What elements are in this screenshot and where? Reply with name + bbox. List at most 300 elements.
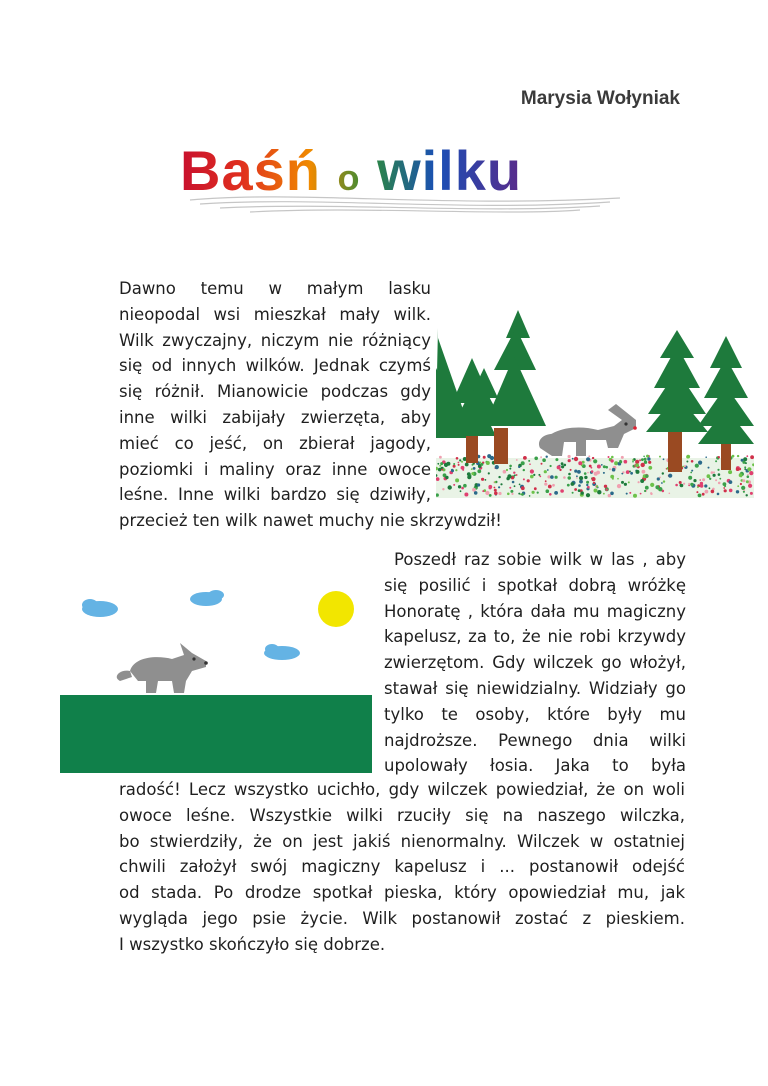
undergrowth-dot	[533, 474, 535, 476]
undergrowth-dot	[458, 464, 460, 466]
undergrowth-dot	[474, 491, 478, 495]
undergrowth-dot	[530, 475, 534, 479]
undergrowth-dot	[453, 465, 456, 468]
undergrowth-dot	[596, 485, 598, 487]
undergrowth-dot	[519, 484, 521, 486]
undergrowth-dot	[746, 494, 748, 496]
undergrowth-dot	[713, 474, 716, 477]
undergrowth-dot	[624, 483, 627, 486]
undergrowth-dot	[715, 460, 717, 462]
undergrowth-dot	[465, 463, 469, 467]
undergrowth-dot	[684, 465, 686, 467]
undergrowth-dot	[609, 468, 611, 470]
text-line: bo stwierdziły, że on jest jakiś nienormalny. Wilczek w ostatniej	[119, 831, 685, 851]
undergrowth-dot	[657, 477, 660, 480]
undergrowth-dot	[729, 480, 733, 484]
undergrowth-dot	[568, 455, 571, 458]
text-line: Honoratę , która dała mu magiczny	[384, 601, 686, 621]
undergrowth-dot	[641, 458, 644, 461]
undergrowth-dot	[548, 485, 552, 489]
undergrowth-dot	[603, 472, 605, 474]
undergrowth-dot	[640, 493, 642, 495]
undergrowth-dot	[568, 460, 570, 462]
undergrowth-dot	[516, 459, 518, 461]
undergrowth-dot	[700, 482, 703, 485]
text-line: od stada. Po drodze spotkał pieska, który opowiedział mu, jak	[119, 883, 685, 903]
undergrowth-dot	[561, 462, 564, 465]
undergrowth-dot	[736, 490, 739, 493]
undergrowth-dot	[624, 460, 626, 462]
undergrowth-dot	[512, 481, 515, 484]
undergrowth-dot	[593, 459, 597, 463]
undergrowth-dot	[527, 479, 530, 482]
undergrowth-dot	[455, 478, 459, 482]
undergrowth-dot	[448, 485, 452, 489]
undergrowth-dot	[523, 456, 527, 460]
undergrowth-dot	[584, 476, 587, 479]
undergrowth-dot	[521, 486, 525, 490]
undergrowth-dot	[750, 492, 753, 495]
undergrowth-dot	[458, 485, 461, 488]
undergrowth-dot	[594, 489, 598, 493]
undergrowth-dot	[626, 470, 630, 474]
undergrowth-dot	[743, 457, 747, 461]
undergrowth-dot	[481, 478, 484, 481]
undergrowth-dot	[460, 490, 462, 492]
undergrowth-dot	[610, 475, 614, 479]
undergrowth-dot	[500, 483, 502, 485]
undergrowth-dot	[597, 490, 601, 494]
undergrowth-dot	[509, 487, 511, 489]
undergrowth-dot	[691, 470, 693, 472]
undergrowth-dot	[663, 480, 665, 482]
undergrowth-dot	[549, 493, 552, 496]
undergrowth-dot	[597, 465, 601, 469]
undergrowth-dot	[506, 469, 508, 471]
text-line: zwierzętom. Gdy wilczek go włożył,	[384, 653, 686, 673]
undergrowth-dot	[707, 474, 711, 478]
undergrowth-dot	[453, 463, 455, 465]
undergrowth-dot	[578, 484, 581, 487]
undergrowth-dot	[736, 467, 740, 471]
undergrowth-dot	[521, 461, 525, 465]
undergrowth-dot	[750, 455, 754, 459]
undergrowth-dot	[679, 481, 682, 484]
undergrowth-dot	[488, 485, 492, 489]
undergrowth-dot	[584, 472, 587, 475]
undergrowth-dot	[514, 485, 516, 487]
undergrowth-dot	[467, 475, 471, 479]
undergrowth-dot	[718, 482, 721, 485]
undergrowth-dot	[717, 493, 720, 496]
undergrowth-dot	[708, 467, 710, 469]
undergrowth-dot	[630, 472, 633, 475]
undergrowth-dot	[592, 457, 594, 459]
undergrowth-dot	[571, 482, 575, 486]
cloud-2	[190, 590, 224, 606]
undergrowth-dot	[747, 467, 751, 471]
undergrowth-dot	[550, 465, 552, 467]
undergrowth-dot	[438, 468, 442, 472]
undergrowth-dot	[746, 480, 749, 483]
undergrowth-dot	[516, 474, 518, 476]
undergrowth-dot	[546, 489, 550, 493]
undergrowth-dot	[621, 481, 624, 484]
undergrowth-dot	[521, 493, 524, 496]
undergrowth-dot	[683, 483, 685, 485]
undergrowth-dot	[603, 493, 605, 495]
undergrowth-dot	[747, 475, 750, 478]
undergrowth-dot	[610, 492, 614, 496]
undergrowth-dot	[480, 463, 483, 466]
undergrowth-dot	[646, 455, 649, 458]
undergrowth-dot	[472, 488, 476, 492]
undergrowth-dot	[547, 469, 549, 471]
undergrowth-dot	[650, 493, 652, 495]
text-line: najdroższe. Pewnego dnia wilki	[384, 730, 686, 750]
undergrowth-dot	[591, 467, 593, 469]
undergrowth-dot	[699, 479, 701, 481]
title-word-2: o	[337, 157, 361, 198]
text-line: owoce leśne. Wszystkie wilki rzuciły się na naszego wilczka,	[119, 805, 685, 825]
text-line: Poszedł raz sobie wilk w las , aby	[394, 550, 686, 569]
undergrowth-dot	[659, 456, 661, 458]
undergrowth-dot	[663, 458, 665, 460]
undergrowth-dot	[643, 456, 645, 458]
undergrowth-dot	[606, 489, 608, 491]
undergrowth-dot	[629, 492, 631, 494]
undergrowth-dot	[514, 474, 516, 476]
cloud-3	[264, 644, 300, 660]
undergrowth-dot	[593, 482, 595, 484]
undergrowth-dot	[698, 461, 702, 465]
undergrowth-dot	[709, 487, 711, 489]
title-text	[180, 138, 522, 203]
text-line: stawał się niewidzialny. Widziały go	[384, 678, 686, 698]
undergrowth-dot	[737, 485, 739, 487]
undergrowth-dot	[691, 460, 694, 463]
undergrowth-dot	[680, 484, 682, 486]
undergrowth-dot	[511, 493, 513, 495]
undergrowth-dot	[746, 455, 748, 457]
undergrowth-dot	[498, 476, 500, 478]
undergrowth-dot	[471, 468, 473, 470]
undergrowth-dot	[713, 471, 715, 473]
undergrowth-dot	[439, 465, 441, 467]
undergrowth-dot	[464, 493, 468, 497]
undergrowth-dot	[740, 483, 742, 485]
undergrowth-dot	[688, 485, 690, 487]
undergrowth-dot	[603, 465, 606, 468]
undergrowth-dot	[686, 455, 690, 459]
undergrowth-dot	[523, 469, 525, 471]
undergrowth-dot	[586, 457, 590, 461]
undergrowth-dot	[578, 489, 581, 492]
undergrowth-dot	[591, 477, 595, 481]
undergrowth-dot	[442, 488, 444, 490]
undergrowth-dot	[642, 470, 646, 474]
undergrowth-dot	[632, 461, 634, 463]
undergrowth-dot	[744, 468, 746, 470]
undergrowth-dot	[688, 476, 692, 480]
undergrowth-dot	[690, 472, 692, 474]
undergrowth-dot	[471, 472, 474, 475]
title-word-1: Baśń	[180, 139, 321, 202]
undergrowth-dot	[451, 469, 454, 472]
undergrowth-dot	[561, 465, 564, 468]
undergrowth-dot	[723, 487, 725, 489]
undergrowth-dot	[617, 478, 619, 480]
undergrowth-dot	[693, 479, 696, 482]
text-line: chwili założył swój magiczny kapelusz i ... postanowił odejść	[119, 857, 685, 877]
undergrowth-dot	[737, 455, 739, 457]
undergrowth-dot	[719, 478, 721, 480]
undergrowth-dot	[555, 476, 558, 479]
wolf-meadow	[117, 643, 208, 693]
undergrowth-dot	[718, 473, 721, 476]
undergrowth-dot	[487, 454, 491, 458]
text-line: mieć co jeść, on zbierał jagody,	[119, 433, 431, 453]
author-name: Marysia Wołyniak	[520, 88, 680, 109]
undergrowth-dot	[744, 466, 746, 468]
undergrowth-dot	[441, 469, 443, 471]
text-line: poziomki i maliny oraz inne owoce	[119, 459, 431, 479]
undergrowth-dot	[439, 456, 442, 459]
text-line: inne wilki zabijały zwierzęta, aby	[119, 407, 431, 427]
undergrowth-dot	[567, 484, 570, 487]
undergrowth-dot	[459, 459, 461, 461]
undergrowth-dot	[587, 472, 589, 474]
undergrowth-dot	[461, 461, 463, 463]
undergrowth-dot	[739, 473, 743, 477]
undergrowth-dot	[635, 460, 639, 464]
undergrowth-dot	[554, 491, 558, 495]
undergrowth-dot	[523, 478, 525, 480]
meadow-grass	[60, 695, 372, 773]
undergrowth-dot	[588, 455, 590, 457]
undergrowth-dot	[557, 465, 561, 469]
undergrowth-dot	[747, 474, 749, 476]
undergrowth-dot	[473, 467, 476, 470]
undergrowth-dot	[644, 458, 647, 461]
text-line: leśne. Inne wilki bardzo się dziwiły,	[119, 485, 431, 505]
text-line: Dawno temu w małym lasku	[119, 279, 431, 298]
undergrowth-dot	[638, 481, 640, 483]
undergrowth-dot	[668, 474, 672, 478]
undergrowth-dot	[456, 457, 459, 460]
undergrowth-dot	[717, 469, 719, 471]
undergrowth-dot	[461, 466, 465, 470]
undergrowth-dot	[550, 475, 554, 479]
undergrowth-dot	[682, 466, 684, 468]
undergrowth-dot	[509, 465, 512, 468]
sun	[318, 591, 354, 627]
undergrowth-dot	[507, 493, 510, 496]
undergrowth-dot	[488, 472, 490, 474]
undergrowth-dot	[695, 464, 699, 468]
undergrowth-dot	[608, 456, 610, 458]
text-line: nieopodal wsi mieszkał mały wilk.	[119, 304, 431, 324]
paragraph-1	[119, 276, 431, 508]
undergrowth-dot	[729, 489, 733, 493]
undergrowth-dot	[581, 491, 584, 494]
undergrowth-dot	[696, 491, 698, 493]
undergrowth-dot	[617, 484, 621, 488]
undergrowth-dot	[482, 490, 484, 492]
undergrowth-dot	[644, 490, 646, 492]
undergrowth-dot	[529, 495, 531, 497]
text-line: radość! Lecz wszystko ucichło, gdy wilczek powiedział, że on woli	[119, 780, 685, 799]
undergrowth-dot	[486, 461, 490, 465]
undergrowth-dot	[709, 478, 711, 480]
undergrowth-dot	[742, 461, 745, 464]
undergrowth-dot	[529, 463, 531, 465]
undergrowth-dot	[440, 462, 443, 465]
text-line: się posilić i spotkał dobrą wróżkę	[384, 575, 686, 595]
undergrowth-dot	[568, 477, 570, 479]
undergrowth-dot	[552, 484, 555, 487]
paragraph-3	[119, 777, 685, 958]
undergrowth-dot	[463, 484, 467, 488]
text-line: się różnił. Mianowicie podczas gdy	[119, 382, 431, 402]
undergrowth-dot	[537, 492, 539, 494]
undergrowth-dot	[477, 469, 481, 473]
undergrowth-dot	[715, 479, 717, 481]
undergrowth-dot	[675, 484, 678, 487]
undergrowth-dot	[545, 480, 547, 482]
undergrowth-dot	[542, 458, 546, 462]
undergrowth-dot	[560, 489, 564, 493]
undergrowth-dot	[586, 484, 588, 486]
tree-tall	[484, 310, 546, 464]
undergrowth-dot	[591, 470, 594, 473]
text-line: się od innych wilków. Jednak czymś	[119, 356, 431, 376]
undergrowth-dot	[453, 484, 455, 486]
undergrowth-dot	[564, 464, 567, 467]
undergrowth-dot	[686, 461, 688, 463]
undergrowth-dot	[544, 483, 547, 486]
paragraph-2	[384, 547, 686, 779]
undergrowth-dot	[445, 476, 448, 479]
undergrowth-dot	[572, 492, 574, 494]
meadow-illustration	[60, 585, 372, 773]
undergrowth-dot	[635, 463, 639, 467]
undergrowth-dot	[605, 466, 608, 469]
undergrowth-dot	[587, 486, 590, 489]
undergrowth-dot	[611, 456, 614, 459]
undergrowth-dot	[544, 470, 547, 473]
undergrowth-dot	[662, 472, 664, 474]
undergrowth-dot	[639, 459, 641, 461]
text-line: upolowały łosia. Jaka to była	[384, 756, 686, 776]
undergrowth-dot	[586, 493, 590, 497]
undergrowth-dot	[655, 485, 659, 489]
undergrowth-dot	[494, 489, 497, 492]
undergrowth-dot	[437, 463, 439, 465]
undergrowth-dot	[648, 466, 652, 470]
undergrowth-dot	[572, 458, 574, 460]
undergrowth-dot	[636, 470, 640, 474]
undergrowth-dot	[661, 482, 663, 484]
undergrowth-dot	[495, 465, 499, 469]
undergrowth-dot	[741, 486, 745, 490]
undergrowth-dot	[579, 480, 583, 484]
undergrowth-dot	[744, 489, 746, 491]
undergrowth-dot	[503, 470, 507, 474]
undergrowth-dot	[604, 485, 607, 488]
undergrowth-dot	[718, 456, 720, 458]
undergrowth-dot	[494, 492, 498, 496]
undergrowth-dot	[472, 464, 474, 466]
undergrowth-dot	[702, 478, 705, 481]
undergrowth-dot	[455, 469, 457, 471]
undergrowth-dot	[626, 493, 628, 495]
undergrowth-dot	[619, 460, 622, 463]
undergrowth-dot	[596, 471, 600, 475]
undergrowth-dot	[614, 461, 618, 465]
undergrowth-dot	[540, 456, 542, 458]
undergrowth-dot	[742, 479, 745, 482]
undergrowth-dot	[628, 481, 630, 483]
text-line: wygląda jego psie życie. Wilk postanowił zostać z pieskiem.	[119, 908, 685, 928]
undergrowth-dot	[748, 484, 752, 488]
undergrowth-dot	[586, 481, 589, 484]
undergrowth-dot	[723, 482, 727, 486]
undergrowth-dot	[534, 487, 537, 490]
undergrowth-dot	[513, 472, 515, 474]
undergrowth-dot	[576, 477, 578, 479]
undergrowth-dot	[574, 457, 578, 461]
undergrowth-dot	[446, 462, 450, 466]
undergrowth-dot	[621, 456, 624, 459]
undergrowth-dot	[532, 491, 535, 494]
undergrowth-dot	[612, 468, 616, 472]
undergrowth-dot	[568, 473, 571, 476]
tree-right-1	[646, 330, 708, 472]
undergrowth-dot	[498, 492, 501, 495]
paragraph-1-last-line: przecież ten wilk nawet muchy nie skrzywdził!	[119, 511, 502, 530]
forest-illustration	[436, 308, 754, 498]
undergrowth-dot	[485, 491, 489, 495]
undergrowth-dot	[704, 484, 707, 487]
undergrowth-dot	[461, 487, 464, 490]
undergrowth-dot	[458, 462, 460, 464]
undergrowth-dot	[578, 461, 582, 465]
undergrowth-dot	[538, 474, 540, 476]
undergrowth-dot	[489, 494, 492, 497]
undergrowth-dot	[608, 494, 611, 497]
undergrowth-dot	[743, 491, 745, 493]
text-line: Wilk zwyczajny, niczym nie różniący	[119, 330, 431, 350]
undergrowth-dot	[577, 470, 581, 474]
tree-right-2	[698, 336, 754, 470]
undergrowth-dot	[518, 466, 520, 468]
undergrowth-dot	[698, 494, 702, 498]
undergrowth-dot	[690, 483, 693, 486]
undergrowth-dot	[621, 473, 623, 475]
undergrowth-dot	[541, 463, 543, 465]
undergrowth-dot	[498, 486, 500, 488]
undergrowth-dot	[644, 461, 647, 464]
undergrowth-dot	[705, 456, 707, 458]
page-title	[180, 138, 630, 218]
undergrowth-dot	[697, 486, 699, 488]
undergrowth-dot	[645, 486, 649, 490]
undergrowth-dot	[477, 483, 480, 486]
undergrowth-dot	[633, 494, 637, 498]
undergrowth-dot	[648, 461, 651, 464]
undergrowth-dot	[632, 459, 634, 461]
